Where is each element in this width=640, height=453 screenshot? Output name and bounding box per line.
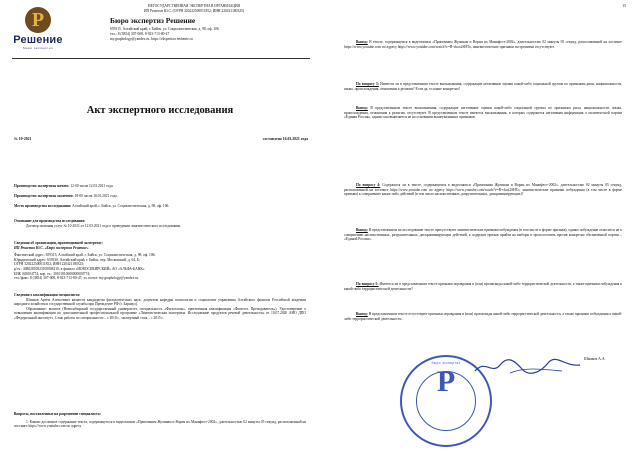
- basis-section: [14, 219, 306, 228]
- question-text: 1. Каково дословное содержание текста, содержащегося в видеозаписи «Припомним Жулинам и Ворам их Манифест-2002», длительностью 02 минуты 05 секунд, расположенной на хостинге https://www.youtube.com по адресу: [14, 419, 306, 429]
- conclusion-text: В представленном на исследование тексте присутствуют лингвистические признаки побуждения (в том числе в форме призыва), однако побуждение относится не к совершению насильственных, разрушительных, дискриминирующих действий, а содержит призыв прийти на выборы и проголосовать против конкретно обозначенной партии – «Единой России».: [344, 228, 623, 242]
- conclusion-heading: Вывод:: [356, 228, 368, 232]
- meta-value: 12-00 часов 12.03.2021 года.: [70, 184, 114, 188]
- conclusion-3: [344, 106, 622, 120]
- question-4: [344, 183, 622, 197]
- meta-start: [14, 184, 306, 189]
- conclusion-2: [344, 40, 622, 49]
- question-heading: По вопросу 4:: [356, 183, 381, 187]
- document-number: № 10-2021: [14, 137, 32, 141]
- page-number: 15: [622, 4, 626, 8]
- conclusion-4: [344, 228, 622, 242]
- logo-subtitle: бюро экспертиз: [22, 46, 54, 50]
- meta-label: Производство экспертизы окончено:: [14, 194, 74, 198]
- org-info-line: тел./факс: 8 (3854) 307-008, 8-923-713-80-47; эл. почта: my.graphology@yandex.ru.: [14, 276, 140, 281]
- document-number-row: [14, 137, 308, 141]
- conclusion-heading: Вывод:: [356, 40, 368, 44]
- conclusion-text: В представленном тексте отсутствуют признаки оправдания и (или) пропаганды какой-либо террористической деятельности, а также признаки побуждения к какой-либо террористической деятельности.: [344, 312, 622, 321]
- org-registration: ИП Решетов Ю.С. (ОГРН 320222500011852; ИНН 220421180325): [143, 8, 245, 13]
- header-divider: [12, 58, 310, 59]
- signer-name: Шмаков А.А.: [584, 357, 606, 361]
- seal-emblem: Р: [436, 365, 456, 398]
- address-block: [110, 27, 310, 42]
- org-header: [78, 4, 310, 13]
- seal-ring-text: бюро экспертиз: [431, 361, 461, 365]
- phone-line: тел.: 8 (3854) 307-008, 8-923-713-80-47: [110, 32, 170, 36]
- questions-section: [14, 412, 306, 429]
- education-text: Образование: высшее (Новосибирский государственный университет, специальность «Филология», присвоенная квалификация «Филолог. Преподаватель»). Удостоверение о повышении квалификации по дополнительной профессиональной программе «Лингвистическая экспертиза. Исследование продуктов речевой деятельности» от 10.07.2020 АНО ДПО «Федеральный институт». Стаж работы по специальности – с 2010 г., экспертный стаж – с 2015 г.: [14, 306, 306, 320]
- logo-letter: Р: [31, 9, 45, 31]
- org-info-line: р/сч.: 40802810823100008210, в филиал «НОВОСИБИРСКИЙ» АО «АЛЬФА-БАНК»: [14, 266, 145, 271]
- logo-emblem: [25, 7, 51, 33]
- basis-text: Договор оказания услуг № 10-2021 от 12.03.2021 года о проведении лингвистического исследования.: [26, 223, 181, 228]
- contact-line: my.graphology@yandex.ru, https://ekspertiza-reshenie.ru: [110, 37, 193, 41]
- address-line: 659315, Алтайский край, г. Бийск, ул. Социалистическая, д. 98, оф. 106: [110, 27, 219, 31]
- meta-end: [14, 194, 306, 199]
- org-info-line: ОГРН 320222500011852; ИНН 220421180325;: [14, 262, 84, 267]
- expert-text: Шмаков Артем Алексеевич является кандидатом филологических наук, доцентом кафедры психологии и социологии управления Алтайского филиала Российской академии народного хозяйства и государственной службы при Президенте РФ (г. Барнаул).: [14, 297, 306, 307]
- conclusion-text: В тексте, содержащемся в видеозаписи «Припомним Жулинам и Ворам их Манифест-2002», длительностью 02 минуты 05 секунд, расположенной на хостинге https://www.youtube.com по адресу https://www.youtube.com/watch?v=B-vkox2SHTo, лингвистические признаки экстремизма отсутствуют.: [344, 40, 623, 49]
- conclusion-text: В представленном тексте высказывания, содержащие негативные оценки какой-либо социальной группы по признакам расы, национальности, языка, происхождения, отношения к религии, отсутствуют. В представленном тексте имеются высказывания, в которых содержится негативная информация о политической партии «Единая Россия», однако она выявляется не на основании вышеуказанных признаков.: [344, 106, 622, 120]
- company-logo: [12, 7, 64, 53]
- org-info-line: БИК 045004774; кор. сч.: 30101810600000000774;: [14, 271, 91, 276]
- section-heading: Основание для производства исследования:: [14, 219, 86, 223]
- meta-value: Алтайский край, г. Бийск, ул. Социалистическая, д. 98, оф. 106.: [72, 204, 170, 208]
- org-info-line: Юридический адрес: 659330, Алтайский край, г. Бийск, пер. Московский, д. 64, Б;: [14, 257, 140, 262]
- conclusion-5: [344, 312, 622, 321]
- question-text: Имеются ли в представленном тексте признаки оправдания и (или) пропаганды какой-либо террористической деятельности, а также признаки побуждения к какой-либо террористической деятельности?: [344, 282, 622, 291]
- meta-label: Производство экспертизы начато:: [14, 184, 70, 188]
- conclusion-heading: Вывод:: [356, 312, 368, 316]
- question-heading: По вопросу 5:: [356, 282, 379, 286]
- right-page: [320, 0, 640, 453]
- org-info-line: Фактический адрес: 659315, Алтайский край, г. Бийск, ул. Социалистическая, д. 98, оф. 106;: [14, 253, 156, 258]
- expert-section: [14, 293, 306, 321]
- section-heading: Вопросы, поставленные на разрешение специалиста:: [14, 412, 101, 416]
- section-heading: Сведения об организации, производившей экспертизу:: [14, 241, 103, 245]
- question-5: [344, 282, 622, 291]
- meta-label: Место производства исследования:: [14, 204, 72, 208]
- question-text: Имеются ли в представленном тексте высказывания, содержащие негативные оценки какой-либо социальной группы по признакам расы, национальности, языка, происхождения, отношения к религии? Если да, то какие конкретно?: [344, 82, 622, 91]
- org-info-section: [14, 241, 306, 281]
- document-date: составлено 16.03.2021 года: [262, 137, 308, 141]
- conclusion-heading: Вывод:: [356, 106, 368, 110]
- logo-name: Решение: [13, 34, 63, 46]
- meta-place: [14, 204, 306, 209]
- org-type: НЕГОСУДАРСТВЕННАЯ ЭКСПЕРТНАЯ ОРГАНИЗАЦИЯ: [148, 4, 240, 8]
- org-info-name: ИП Решетов Ю.С. «Бюро экспертиз Решение»: [14, 245, 89, 250]
- question-heading: По вопросу 3:: [356, 82, 379, 86]
- document-title: Акт экспертного исследования: [86, 105, 234, 116]
- handwritten-signature: [470, 357, 590, 377]
- brand-name: Бюро экспертиз Решение: [110, 16, 196, 25]
- question-3: [344, 82, 622, 91]
- question-text: Содержатся ли в тексте, содержащемся в видеозаписи «Припомним Жулинам и Ворам их Манифест-2002», длительностью 02 минуты 05 секунд, расположенной на хостинге https://www.youtube.com по адресу https://www.youtube.com/watch?v=B-vkox2SHTo, лингвистические признаки побуждения (в том числе в форме призыва) к совершению каких-либо действий (в том числе насильственных, разрушительных, дискриминирующих)?: [344, 183, 622, 197]
- section-heading: Сведения о квалификации специалиста:: [14, 293, 81, 297]
- meta-value: 18-00 часов 16.03.2021 года.: [74, 194, 118, 198]
